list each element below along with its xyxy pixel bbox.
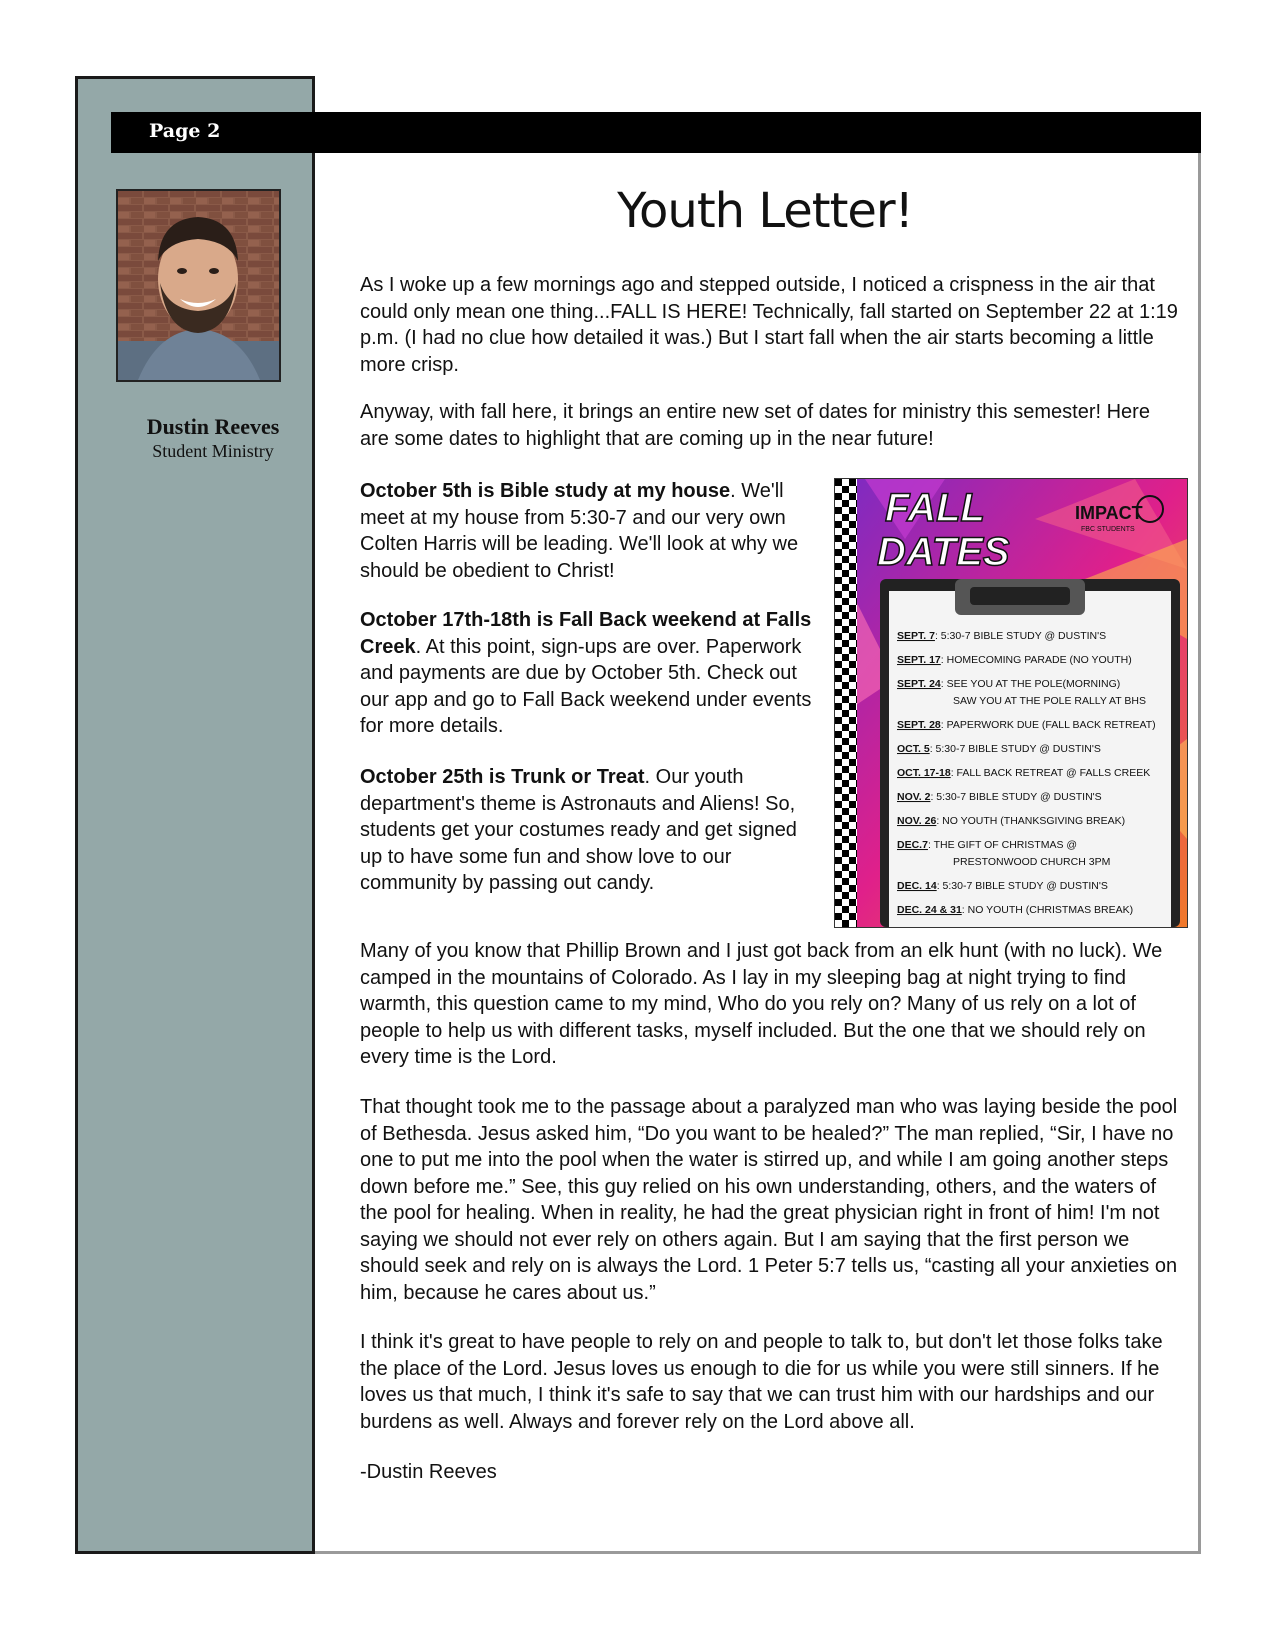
flyer-item-date: SEPT. 7: [897, 630, 935, 642]
flyer-item-date: DEC.7: [897, 839, 928, 851]
flyer-schedule-item: [897, 654, 1132, 666]
dates-intro-paragraph: Anyway, with fall here, it brings an entire new set of dates for ministry this semester! Here are some dates to highlight that are coming up in the near future!: [360, 401, 1150, 450]
flyer-item-text: : NO YOUTH (THANKSGIVING BREAK): [936, 815, 1126, 827]
event-body: Our youth department's theme is Astronauts and Aliens! So, students get your costumes ready and get signed up to have some fun and show love to our community by passing out candy.: [360, 766, 797, 894]
flyer-item-text: : SEE YOU AT THE POLE(MORNING): [940, 678, 1121, 690]
body-paragraph-3: I think it's great to have people to rely on and people to talk to, but don't let those folks take the place of the Lord. Jesus loves us enough to die for us while you were still sinners. If he loves us that much, I think it's safe to say that we can trust him with our hardships and our burdens as well. Always and forever rely on the Lord above all.: [360, 1331, 1163, 1433]
author-photo: [116, 189, 281, 382]
author-role: Student Ministry: [152, 441, 274, 461]
flyer-item-date: SEPT. 17: [897, 654, 941, 666]
flyer-schedule-item: [897, 767, 1150, 779]
flyer-item-text: : 5:30-7 BIBLE STUDY @ DUSTIN'S: [929, 743, 1101, 755]
flyer-brand: IMPACT: [1075, 503, 1143, 523]
flyer-item-text: : NO YOUTH (CHRISTMAS BREAK): [961, 904, 1134, 916]
flyer-item-date: NOV. 2: [897, 791, 931, 803]
flyer-item-date: SEPT. 28: [897, 719, 941, 731]
flyer-schedule-item: [897, 815, 1125, 827]
flyer-item-text: : THE GIFT OF CHRISTMAS @: [927, 839, 1078, 851]
flyer-schedule-item: [897, 743, 1101, 755]
flyer-brand-sub: FBC STUDENTS: [1081, 526, 1135, 533]
flyer-item-text: : 5:30-7 BIBLE STUDY @ DUSTIN'S: [934, 630, 1107, 642]
event-date: October 5th is: [360, 480, 495, 502]
event-highlight: Trunk or Treat: [511, 766, 645, 788]
flyer-item-text: : PAPERWORK DUE (FALL BACK RETREAT): [940, 719, 1156, 731]
flyer-item-text-line2: PRESTONWOOD CHURCH 3PM: [953, 856, 1111, 868]
page-title: Youth Letter!: [617, 183, 913, 239]
flyer-item-date: NOV. 26: [897, 815, 937, 827]
flyer-schedule-item: [897, 678, 1120, 690]
flyer-title-2: DATES: [877, 530, 1010, 574]
flyer-item-date: OCT. 5: [897, 743, 930, 755]
flyer-item-date: SEPT. 24: [897, 678, 941, 690]
event-bible-study: October 5th is Bible study at my house. We'll meet at my house from 5:30-7 and our very own Colten Harris will be leading. We'll look at why we should be obedient to Christ!: [360, 480, 799, 582]
flyer-item-text: : 5:30-7 BIBLE STUDY @ DUSTIN'S: [936, 880, 1108, 892]
flyer-item-text: : HOMECOMING PARADE (NO YOUTH): [940, 654, 1132, 666]
event-highlight: Bible study at my house: [500, 480, 731, 502]
flyer-item-date: DEC. 14: [897, 880, 937, 892]
page-header-bar: [111, 112, 1201, 153]
event-highlight: Fall Back weekend at Falls Creek: [360, 609, 812, 658]
event-body: We'll meet at my house from 5:30-7 and our very own Colten Harris will be leading. We'll look at why we should be obedient to Christ!: [360, 480, 799, 582]
body-paragraph-2: That thought took me to the passage about a paralyzed man who was laying beside the pool of Bethesda. Jesus asked him, “Do you want to be healed?” The man replied, “Sir, I have no one to put me into the pool when the water is stirred up, and while I am going another steps down before me.” See, this guy relied on his own understanding, others, and the waters of the pool for healing. When in reality, he had the great physician right in front of him! I'm not saying we should not ever rely on others again. But I am saying that the first person we should seek and rely on is always the Lord. 1 Peter 5:7 tells us, “casting all your anxieties on him, because he cares about us.”: [360, 1096, 1178, 1304]
body-paragraph-1: Many of you know that Phillip Brown and I just got back from an elk hunt (with no luck). We camped in the mountains of Colorado. As I lay in my sleeping bag at night trying to find warmth, this question came to my mind, Who do you rely on? Many of us rely on a lot of people to help us with different tasks, myself included. But the one that we should rely on every time is the Lord.: [360, 940, 1163, 1068]
signature: -Dustin Reeves: [360, 1461, 497, 1483]
flyer-item-date: OCT. 17-18: [897, 767, 951, 779]
flyer-schedule-item: [897, 880, 1108, 892]
flyer-schedule-item: [897, 839, 1077, 851]
flyer-schedule-item: [897, 719, 1156, 731]
flyer-title-1: FALL: [885, 486, 985, 530]
event-date: October 25th is: [360, 766, 506, 788]
event-trunk-or-treat: October 25th is Trunk or Treat. Our youth department's theme is Astronauts and Aliens! So, students get your costumes ready and get signed up to have some fun and show love to our community by passing out candy.: [360, 766, 797, 894]
fall-dates-flyer: [834, 478, 1188, 928]
flyer-schedule-item: [897, 904, 1133, 916]
flyer-item-text-line2: SAW YOU AT THE POLE RALLY AT BHS: [953, 695, 1146, 707]
flyer-item-text: : 5:30-7 BIBLE STUDY @ DUSTIN'S: [930, 791, 1102, 803]
event-date: October 17th-18th is: [360, 609, 554, 631]
author-name: Dustin Reeves: [146, 414, 280, 439]
flyer-schedule-item: [897, 791, 1102, 803]
event-fall-back: October 17th-18th is Fall Back weekend at Falls Creek. At this point, sign-ups are over. Paperwork and payments are due by October 5th. Check out our app and go to Fall Back weekend under events for more details.: [360, 609, 812, 737]
page-number: Page 2: [149, 120, 221, 142]
flyer-item-date: DEC. 24 & 31: [897, 904, 962, 916]
flyer-schedule-item: [897, 630, 1106, 642]
intro-paragraph: As I woke up a few mornings ago and stepped outside, I noticed a crispness in the air that could only mean one thing...FALL IS HERE! Technically, fall started on September 22 at 1:19 p.m. (I had no clue how detailed it was.) But I start fall when the air starts becoming a little more crisp.: [360, 274, 1178, 376]
flyer-item-text: : FALL BACK RETREAT @ FALLS CREEK: [950, 767, 1151, 779]
event-body: At this point, sign-ups are over. Paperwork and payments are due by October 5th. Check out our app and go to Fall Back weekend under events for more details.: [360, 635, 812, 737]
